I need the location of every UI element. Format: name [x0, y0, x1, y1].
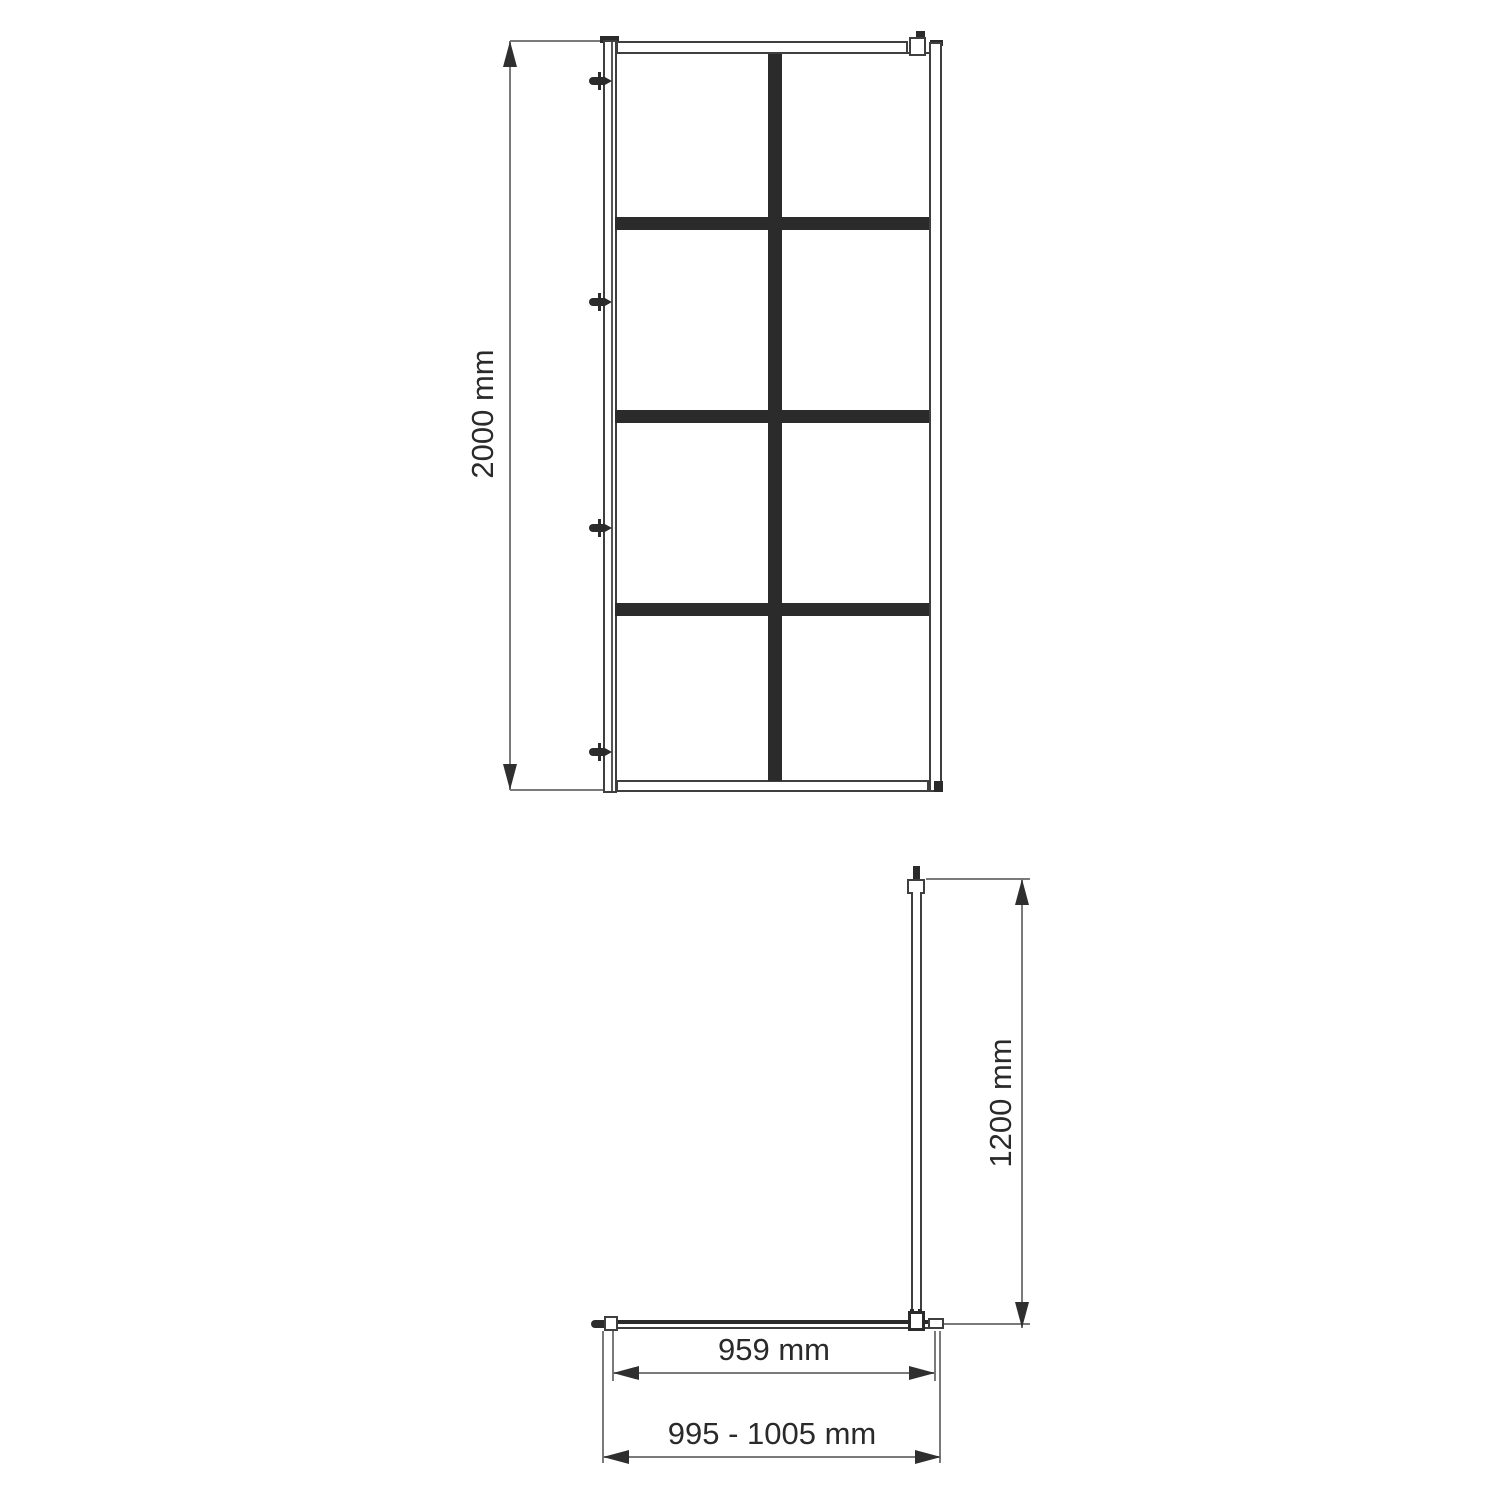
wall-clip-1: [589, 72, 613, 90]
top-right-clamp: [909, 37, 926, 56]
clip-pin: [589, 298, 603, 306]
grid-horizontal-bar-2: [615, 410, 929, 423]
bottom-frame-bar: [616, 780, 929, 792]
glass-width-arrow-right-icon: [909, 1366, 935, 1380]
clip-arrow-icon: [603, 523, 612, 533]
grid-horizontal-bar-3: [615, 603, 929, 616]
glass-width-arrow-left-icon: [613, 1366, 639, 1380]
install-width-extension-left: [602, 1331, 604, 1463]
glass-wall-clamp: [604, 1316, 618, 1331]
height-dimension-line: [509, 41, 511, 790]
depth-arrow-up-icon: [1015, 879, 1029, 905]
wall-clip-2: [589, 293, 613, 311]
install-width-dimension-line: [603, 1456, 941, 1458]
height-arrow-down-icon: [503, 764, 517, 790]
glass-width-dimension-line: [613, 1372, 935, 1374]
height-dimension-label: 2000 mm: [465, 349, 500, 479]
wall-clip-4: [589, 743, 613, 761]
glass-width-dimension-label: 959 mm: [718, 1332, 830, 1367]
height-extension-line-top: [510, 40, 604, 42]
clip-arrow-icon: [603, 747, 612, 757]
clip-arrow-icon: [603, 76, 612, 86]
clip-pin: [589, 77, 603, 85]
clip-arrow-icon: [603, 297, 612, 307]
grid-horizontal-bar-1: [615, 217, 929, 230]
bottom-right-corner-step: [934, 781, 943, 792]
install-width-dimension-label: 995 - 1005 mm: [667, 1416, 877, 1451]
left-profile-inner-line: [611, 42, 613, 791]
install-width-extension-right: [939, 1331, 941, 1463]
wall-clip-3: [589, 519, 613, 537]
glass-end-block: [928, 1318, 944, 1329]
right-end-profile: [929, 42, 942, 792]
height-arrow-up-icon: [503, 41, 517, 67]
support-bar-glass-clamp: [908, 1311, 925, 1331]
glass-panel-plan: [615, 1320, 930, 1329]
clip-pin: [589, 748, 603, 756]
support-bar: [911, 892, 922, 1319]
depth-arrow-down-icon: [1015, 1302, 1029, 1328]
depth-dimension-label: 1200 mm: [983, 1038, 1018, 1168]
clip-pin: [589, 524, 603, 532]
top-frame-bar: [616, 41, 908, 54]
height-extension-line-bottom: [510, 789, 604, 791]
depth-dimension-line: [1021, 879, 1023, 1328]
